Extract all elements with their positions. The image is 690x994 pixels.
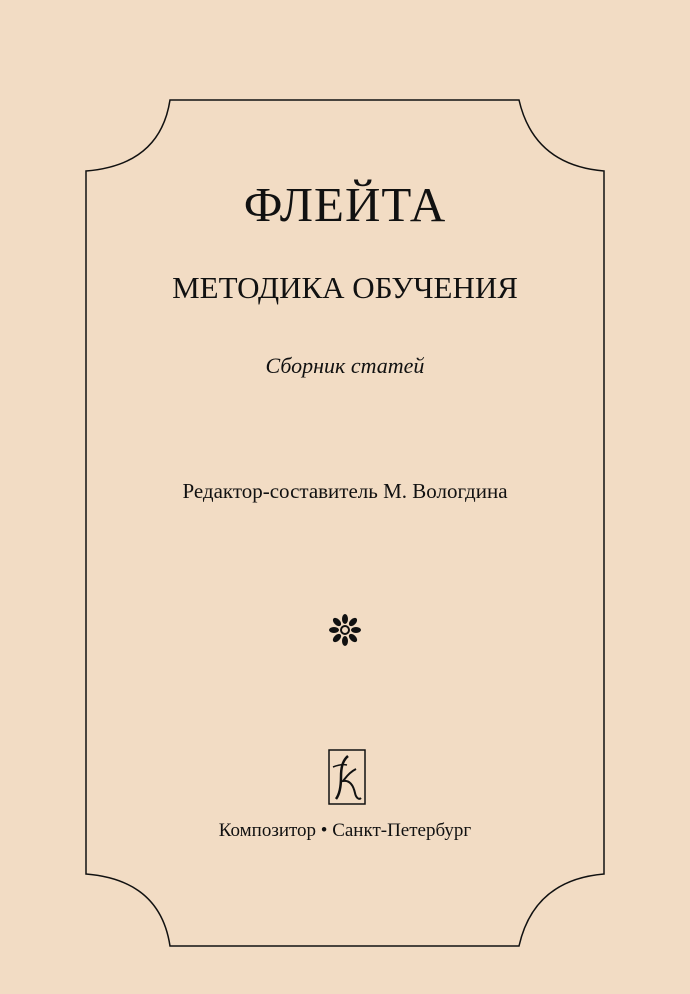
- editor-credit: Редактор-составитель М. Вологдина: [182, 479, 508, 503]
- publisher-logo-icon: [328, 749, 366, 805]
- publisher-line: Композитор • Санкт-Петербург: [218, 820, 472, 841]
- book-title: ФЛЕЙТА: [243, 177, 447, 232]
- collection-label: Сборник статей: [265, 353, 425, 378]
- book-subtitle: МЕТОДИКА ОБУЧЕНИЯ: [172, 270, 518, 305]
- flower-icon: [328, 613, 362, 647]
